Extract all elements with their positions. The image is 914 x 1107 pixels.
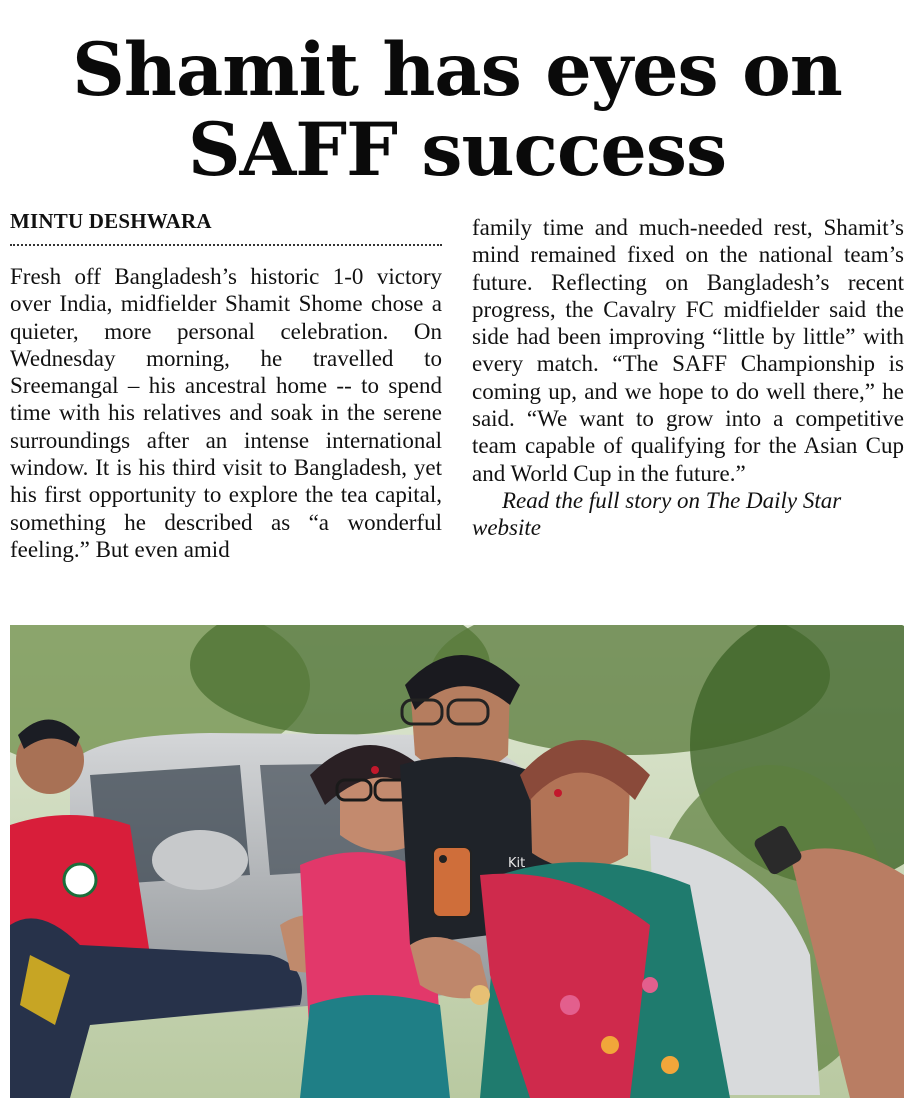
article-column-left <box>10 263 442 563</box>
byline-divider <box>10 244 442 246</box>
photo-illustration <box>10 625 904 1098</box>
shirt-text: Kit <box>508 856 526 871</box>
byline: MINTU DESHWARA <box>10 209 212 233</box>
headline-line-2: SAFF success <box>187 107 727 193</box>
headline <box>0 27 914 193</box>
article-photo <box>10 625 904 1098</box>
article-paragraph-1: Fresh off Bangladesh’s historic 1-0 victory over India, midfielder Shamit Shome chose a quieter, more personal celebration. On Wednesday morning, he travelled to Sreemangal – his ancestral home -- to spend time with his relatives and soak in the serene surroundings after an intense international window. It is his third visit to Bangladesh, yet his first opportunity to explore the tea capital, something he described as “a wonderful feeling.” But even amid <box>10 264 442 562</box>
headline-line-1: Shamit has eyes on <box>72 27 842 113</box>
read-more-note: Read the full story on The Daily Star website <box>472 487 842 541</box>
article-column-right <box>472 214 904 542</box>
article-paragraph-2: family time and much-needed rest, Shamit’s mind remained fixed on the national team’s future. Reflecting on Bangladesh’s recent progress, the Cavalry FC midfielder said the side had been improving “little by little” with every match. “The SAFF Championship is coming up, and we hope to do well there,” he said. “We want to grow into a competitive team capable of qualifying for the Asian Cup and World Cup in the future.” <box>472 215 904 486</box>
